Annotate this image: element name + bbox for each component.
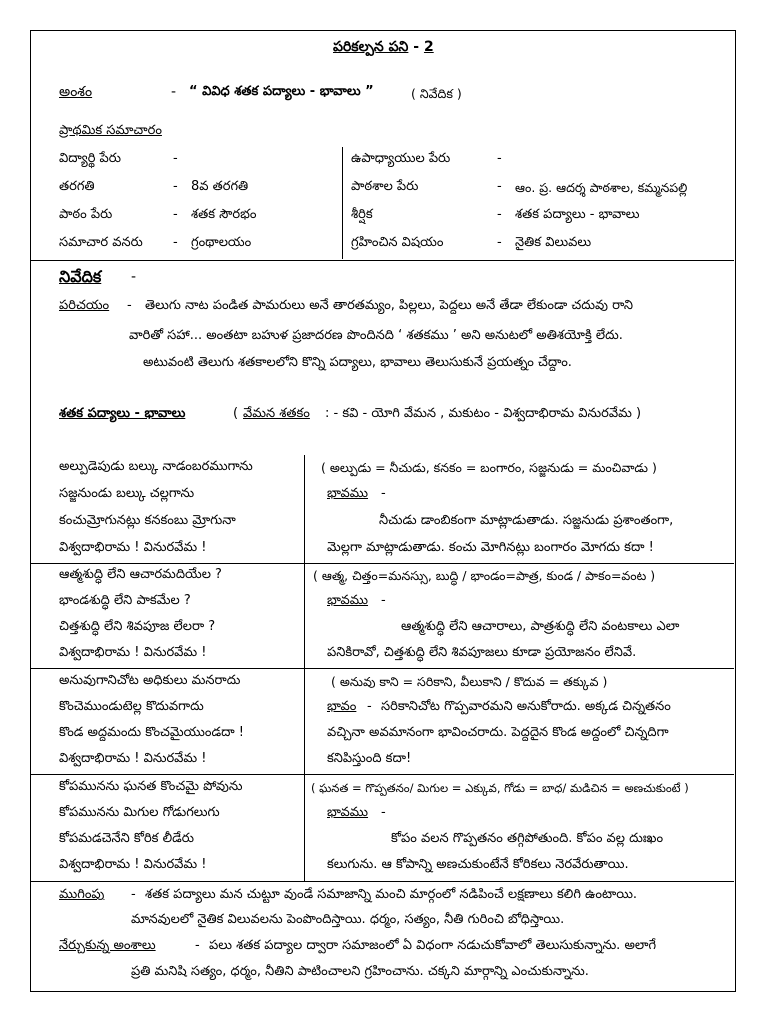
info-label-learned: గ్రహించిన విషయం xyxy=(351,235,444,250)
bhavam-line: మెల్లగా మాట్లాడుతాడు. కంచు మోగినట్లు బంగారం మోగదు కదా ! xyxy=(327,540,654,555)
intro-line-3: అటువంటి తెలుగు శతకాలలోని కొన్ని పద్యాలు, భావాలు తెలుసుకునే ప్రయత్నం చేద్దాం. xyxy=(143,355,572,370)
poem-line: చిత్తశుద్ధి లేని శివపూజ లేలరా ? xyxy=(59,619,216,634)
poem-line: అల్పుడెపుడు బల్కు నాడంబరముగాను xyxy=(59,459,253,474)
poem-line: సజ్జనుండు బల్కు చల్లగాను xyxy=(59,486,195,501)
bhavam-line: వచ్చినా అవమానంగా భావించరాదు. పెద్దదైన కొండ అద్దంలో చిన్నదిగా xyxy=(327,725,669,740)
info-dash: - xyxy=(497,179,502,194)
info-value-learned: నైతిక విలువలు xyxy=(515,235,592,250)
intro-dash: - xyxy=(127,298,132,313)
poem-line: విశ్వదాభిరామ ! వినురవేమ ! xyxy=(59,540,207,555)
learned-line-2: ప్రతి మనిషి సత్యం, ధర్మం, నీతిని పాటించాలని గ్రహించాను. చక్కని మార్గాన్ని ఎంచుకున్నాను. xyxy=(131,964,589,979)
poem-line: భాండశుద్ధి లేని పాకమేల ? xyxy=(59,593,191,608)
info-label-school: పాఠశాల పేరు xyxy=(351,179,419,194)
bhavam-line: కలుగును. ఆ కోపాన్ని అణచుకుంటేనే కోరికలు నెరవేరుతాయి. xyxy=(327,857,629,872)
amsham-dash: - xyxy=(171,84,177,100)
poem-line: విశ్వదాభిరామ ! వినురవేమ ! xyxy=(59,645,207,660)
intro-line-2: వారితో సహా... అంతటా బహుళ ప్రజాదరణ పొందినది ‘ శతకము ’ అని అనుటలో అతిశయోక్తి లేదు. xyxy=(129,328,623,343)
poem-line: కొండ అద్దమందు కొంచమైయుండదా ! xyxy=(59,725,244,740)
poem-meanings: ( అల్పుడు = నీచుడు, కనకం = బంగారం, సజ్జనుడు = మంచివాడు ) xyxy=(321,460,657,475)
info-dash: - xyxy=(173,151,178,166)
info-dash: - xyxy=(497,207,502,222)
bhavam-label: భావము xyxy=(327,486,369,501)
info-label-source: సమాచార వనరు xyxy=(59,235,143,250)
learned-line-1: పలు శతక పద్యాల ద్వారా సమాజంలో ఏ విధంగా నడుచుకోవాలో తెలుసుకున్నాను. అలాగే xyxy=(209,938,657,953)
info-label-lesson: పాఠం పేరు xyxy=(59,207,113,222)
bhavam-dash: - xyxy=(381,805,386,820)
title-dash: - xyxy=(413,39,420,55)
info-heading: ప్రాథమిక సమాచారం xyxy=(59,123,162,138)
info-dash: - xyxy=(173,179,178,194)
intro-label: పరిచయం xyxy=(59,298,110,313)
bhavam-label: భావము xyxy=(327,805,369,820)
bhavam-line: పనికిరావో, చిత్తశుద్ధి లేని శివపూజలు కూడా ప్రయోజనం లేనివే. xyxy=(327,645,637,660)
shatakam-details: : - కవి - యోగి వేమన , మకుటం - విశ్వదాభిరామ వినురవేమ ) xyxy=(325,406,642,421)
info-label-class: తరగతి xyxy=(59,179,95,194)
poem-line: విశ్వదాభిరామ ! వినురవేమ ! xyxy=(59,857,207,872)
row-divider xyxy=(31,774,734,775)
bhavam-line: నీచుడు డాంబికంగా మాట్లాడుతాడు. సజ్జనుడు ప్రశాంతంగా, xyxy=(379,513,674,528)
info-value-source: గ్రంథాలయం xyxy=(191,235,252,250)
bhavam-line: కోపం వలన గొప్పతనం తగ్గిపోతుంది. కోపం వల్ల దుఃఖం xyxy=(391,831,664,846)
bhavam-label: భావము xyxy=(327,593,369,608)
conclusion-dash: - xyxy=(131,887,136,902)
amsham-value: “ వివిధ శతక పద్యాలు - భావాలు ” xyxy=(189,84,374,99)
conclusion-label: ముగింపు xyxy=(59,887,105,902)
intro-line-1: తెలుగు నాట పండిత పామరులు అనే తారతమ్యం, పిల్లలు, పెద్దలు అనే తేడా లేకుండా చదువు రాని xyxy=(145,298,633,313)
bhavam-line: సరికానిచోట గొప్పవారమని అనుకోరాదు. అక్కడ చిన్నతనం xyxy=(381,699,671,714)
info-value-school: ఆం. ప్ర. ఆదర్శ పాఠశాల, కమ్మనపల్లి xyxy=(515,180,688,195)
poem-line: కంచుమ్రోగునట్లు కనకంబు మ్రోగునా xyxy=(59,513,236,528)
report-heading: నివేదిక xyxy=(59,267,102,286)
poem-line: కోపమునను మిగుల గోడుగలుగు xyxy=(59,805,220,820)
poem-meanings: ( అనువు కాని = సరికాని, వీలుకాని / కొదువ = తక్కువ ) xyxy=(331,674,608,689)
poem-line: అనువుగానిచోట అధికులు మనరాదు xyxy=(59,673,241,688)
amsham-note: ( నివేదిక ) xyxy=(411,86,462,101)
column-divider xyxy=(304,455,305,881)
bhavam-line: ఆత్మశుద్ధి లేని ఆచారాలు, పాత్రశుద్ధి లేని వంటకాలు ఎలా xyxy=(401,619,680,634)
poem-meanings: ( ఘనత = గొప్పతనం/ మిగుల = ఎక్కువ, గోడు = బాధ/ మడిచిన = అణచుకుంటే ) xyxy=(311,781,689,795)
poem-line: విశ్వదాభిరామ ! వినురవేమ ! xyxy=(59,751,207,766)
info-value-class: 8వ తరగతి xyxy=(191,179,249,194)
amsham-label: అంశం xyxy=(59,84,93,100)
page-title xyxy=(333,39,434,58)
conclusion-line-1: శతక పద్యాలు మన చుట్టూ వుండే సమాజాన్ని మంచి మార్గంలో నడిపించే లక్షణాలు కలిగి ఉంటాయి. xyxy=(145,887,638,902)
section-divider xyxy=(31,260,734,261)
learned-label: నేర్చుకున్న అంశాలు xyxy=(59,938,156,953)
bhavam-dash: - xyxy=(381,593,386,608)
learned-dash: - xyxy=(195,938,200,953)
title-number: 2 xyxy=(423,39,434,55)
shatakam-name: వేమన శతకం xyxy=(243,406,310,421)
info-dash: - xyxy=(173,235,178,250)
shatakam-open-paren: ( xyxy=(233,406,239,421)
info-label-teacher: ఉపాధ్యాయుల పేరు xyxy=(351,151,451,166)
poem-line: ఆత్మశుద్ధి లేని ఆచారమదియేల ? xyxy=(59,567,222,582)
poem-meanings: ( ఆత్మ, చిత్తం=మనస్సు, బుద్ధి / భాండం=పాత్ర, కుండ / పాకం=వంట ) xyxy=(313,568,656,583)
poem-line: కొంచెముండుటెల్ల కొదువగాదు xyxy=(59,699,204,714)
info-divider xyxy=(342,147,343,259)
info-label-student: విద్యార్థి పేరు xyxy=(59,151,122,166)
shatakam-heading: శతక పద్యాలు - భావాలు xyxy=(59,406,186,421)
bhavam-dash: - xyxy=(381,486,386,501)
info-value-lesson: శతక సౌరభం xyxy=(191,207,257,222)
conclusion-line-2: మానవులలో నైతిక విలువలను పెంపొందిస్తాయి. ధర్మం, సత్యం, నీతి గురించి బోధిస్తాయి. xyxy=(131,912,565,927)
title-text: పరికల్పన పని xyxy=(333,39,409,55)
poem-line: కోపమునను ఘనత కొంచమై పోవును xyxy=(59,779,243,794)
row-divider xyxy=(31,881,734,882)
bhavam-line: కనిపిస్తుంది కదా! xyxy=(327,751,412,766)
info-dash: - xyxy=(497,151,502,166)
info-label-topic: శీర్షిక xyxy=(351,207,373,222)
info-dash: - xyxy=(173,207,178,222)
worksheet-frame xyxy=(30,30,736,992)
bhavam-label: భావం xyxy=(327,699,357,714)
poem-line: కోపమడచెనేని కోరిక లీడేరు xyxy=(59,831,194,846)
info-value-topic: శతక పద్యాలు - భావాలు xyxy=(515,207,640,222)
report-dash: - xyxy=(131,269,137,285)
row-divider xyxy=(31,563,734,564)
info-dash: - xyxy=(497,235,502,250)
row-divider xyxy=(31,668,734,669)
bhavam-dash: - xyxy=(367,699,372,714)
